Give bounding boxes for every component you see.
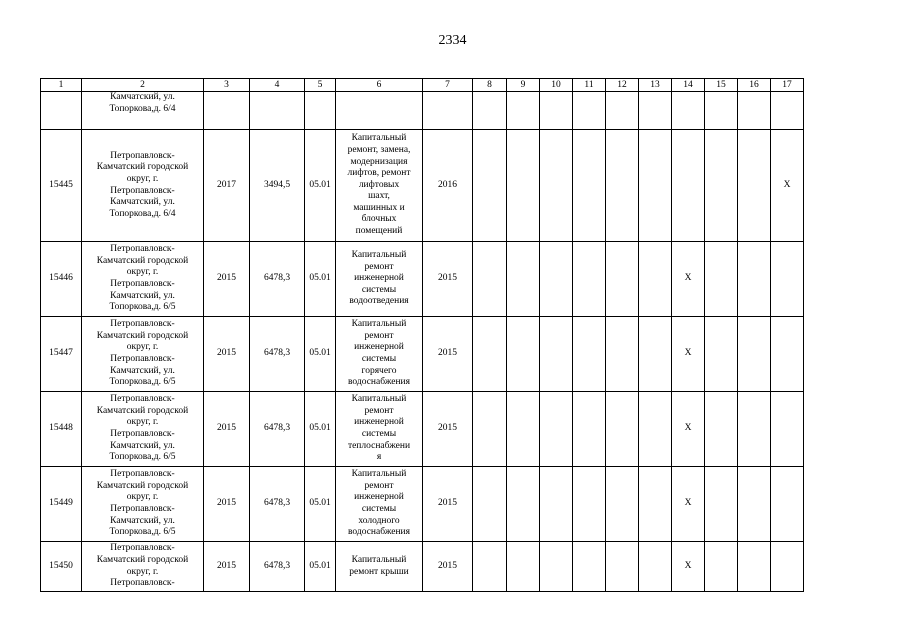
year-cell: 2015 (204, 542, 250, 592)
empty-cell (738, 467, 771, 542)
year-cell: 2015 (204, 392, 250, 467)
column-header: 8 (473, 79, 507, 92)
empty-cell (771, 317, 804, 392)
empty-cell (738, 130, 771, 242)
empty-cell (606, 542, 639, 592)
empty-cell (507, 317, 540, 392)
column-header: 16 (738, 79, 771, 92)
empty-cell (738, 92, 771, 130)
area-cell: 6478,3 (250, 242, 305, 317)
plan-year-cell: 2015 (423, 317, 473, 392)
empty-cell (540, 392, 573, 467)
work-type-cell: Капитальный ремонт инженерной системы теплоснабжени я (336, 392, 423, 467)
data-table (40, 78, 804, 592)
empty-cell (573, 542, 606, 592)
empty-cell (771, 392, 804, 467)
column-header: 14 (672, 79, 705, 92)
column-header: 1 (41, 79, 82, 92)
empty-cell (473, 130, 507, 242)
row-number-cell: 15446 (41, 242, 82, 317)
empty-cell (507, 467, 540, 542)
empty-cell (639, 317, 672, 392)
empty-cell (540, 317, 573, 392)
code-cell: 05.01 (305, 392, 336, 467)
empty-cell (738, 392, 771, 467)
column-header: 12 (606, 79, 639, 92)
empty-cell (639, 467, 672, 542)
empty-cell (606, 467, 639, 542)
empty-cell (606, 317, 639, 392)
table-row (41, 542, 804, 592)
empty-cell (705, 130, 738, 242)
mark-cell: X (672, 317, 705, 392)
address-cell: Петропавловск- Камчатский городской округ, г. Петропавловск- (82, 542, 204, 592)
work-type-cell: Капитальный ремонт инженерной системы холодного водоснабжения (336, 467, 423, 542)
area-cell: 6478,3 (250, 542, 305, 592)
column-header: 5 (305, 79, 336, 92)
empty-cell (705, 467, 738, 542)
empty-cell (771, 242, 804, 317)
row-number-cell (41, 92, 82, 130)
empty-cell (540, 467, 573, 542)
table-row (41, 92, 804, 130)
mark-cell: X (771, 130, 804, 242)
address-cell: Петропавловск- Камчатский городской округ, г. Петропавловск- Камчатский, ул. Топоркова,д. 6/4 (82, 130, 204, 242)
empty-cell (606, 242, 639, 317)
code-cell: 05.01 (305, 130, 336, 242)
column-header: 15 (705, 79, 738, 92)
empty-cell (573, 392, 606, 467)
row-number-cell: 15449 (41, 467, 82, 542)
area-cell (250, 92, 305, 130)
column-header: 11 (573, 79, 606, 92)
page-number: 2334 (438, 33, 467, 48)
column-header: 2 (82, 79, 204, 92)
header-row (41, 79, 804, 92)
empty-cell (573, 467, 606, 542)
mark-cell: X (672, 242, 705, 317)
empty-cell (606, 92, 639, 130)
empty-cell (705, 317, 738, 392)
empty-cell (639, 242, 672, 317)
code-cell: 05.01 (305, 317, 336, 392)
empty-cell (473, 392, 507, 467)
address-cell: Петропавловск- Камчатский городской округ, г. Петропавловск- Камчатский, ул. Топоркова,д. 6/5 (82, 392, 204, 467)
area-cell: 6478,3 (250, 317, 305, 392)
mark-cell: X (672, 542, 705, 592)
empty-cell (473, 92, 507, 130)
empty-cell (573, 242, 606, 317)
empty-cell (573, 317, 606, 392)
plan-year-cell: 2015 (423, 392, 473, 467)
empty-cell (738, 317, 771, 392)
empty-cell (639, 392, 672, 467)
table-row (41, 242, 804, 317)
empty-cell (672, 92, 705, 130)
empty-cell (473, 317, 507, 392)
column-header: 4 (250, 79, 305, 92)
work-type-cell: Капитальный ремонт, замена, модернизация лифтов, ремонт лифтовых шахт, машинных и блочных помещений (336, 130, 423, 242)
empty-cell (573, 130, 606, 242)
mark-cell: X (672, 467, 705, 542)
empty-cell (507, 392, 540, 467)
empty-cell (507, 542, 540, 592)
empty-cell (507, 242, 540, 317)
row-number-cell: 15445 (41, 130, 82, 242)
empty-cell (639, 92, 672, 130)
row-number-cell: 15450 (41, 542, 82, 592)
empty-cell (473, 542, 507, 592)
mark-cell: X (672, 392, 705, 467)
empty-cell (771, 467, 804, 542)
empty-cell (705, 242, 738, 317)
table-row (41, 392, 804, 467)
plan-year-cell: 2015 (423, 542, 473, 592)
empty-cell (705, 392, 738, 467)
row-number-cell: 15448 (41, 392, 82, 467)
work-type-cell: Капитальный ремонт инженерной системы горячего водоснабжения (336, 317, 423, 392)
column-header: 6 (336, 79, 423, 92)
work-type-cell: Капитальный ремонт инженерной системы водоотведения (336, 242, 423, 317)
code-cell (305, 92, 336, 130)
year-cell: 2015 (204, 242, 250, 317)
column-header: 9 (507, 79, 540, 92)
year-cell (204, 92, 250, 130)
column-header: 3 (204, 79, 250, 92)
empty-cell (672, 130, 705, 242)
area-cell: 3494,5 (250, 130, 305, 242)
table-row (41, 317, 804, 392)
empty-cell (705, 542, 738, 592)
year-cell: 2017 (204, 130, 250, 242)
plan-year-cell: 2015 (423, 467, 473, 542)
address-cell: Камчатский, ул. Топоркова,д. 6/4 (82, 92, 204, 130)
code-cell: 05.01 (305, 242, 336, 317)
empty-cell (540, 92, 573, 130)
work-type-cell (336, 92, 423, 130)
empty-cell (738, 242, 771, 317)
empty-cell (771, 542, 804, 592)
column-header: 17 (771, 79, 804, 92)
empty-cell (705, 92, 738, 130)
empty-cell (540, 130, 573, 242)
row-number-cell: 15447 (41, 317, 82, 392)
plan-year-cell: 2015 (423, 242, 473, 317)
area-cell: 6478,3 (250, 392, 305, 467)
empty-cell (606, 130, 639, 242)
table-row (41, 130, 804, 242)
work-type-cell: Капитальный ремонт крыши (336, 542, 423, 592)
empty-cell (540, 542, 573, 592)
plan-year-cell: 2016 (423, 130, 473, 242)
area-cell: 6478,3 (250, 467, 305, 542)
column-header: 13 (639, 79, 672, 92)
column-header: 10 (540, 79, 573, 92)
empty-cell (639, 130, 672, 242)
empty-cell (606, 392, 639, 467)
address-cell: Петропавловск- Камчатский городской округ, г. Петропавловск- Камчатский, ул. Топоркова,д. 6/5 (82, 467, 204, 542)
empty-cell (507, 92, 540, 130)
code-cell: 05.01 (305, 542, 336, 592)
empty-cell (738, 542, 771, 592)
code-cell: 05.01 (305, 467, 336, 542)
address-cell: Петропавловск- Камчатский городской округ, г. Петропавловск- Камчатский, ул. Топоркова,д. 6/5 (82, 317, 204, 392)
empty-cell (473, 467, 507, 542)
empty-cell (771, 92, 804, 130)
year-cell: 2015 (204, 467, 250, 542)
plan-year-cell (423, 92, 473, 130)
column-header: 7 (423, 79, 473, 92)
empty-cell (473, 242, 507, 317)
year-cell: 2015 (204, 317, 250, 392)
empty-cell (540, 242, 573, 317)
table-row (41, 467, 804, 542)
empty-cell (507, 130, 540, 242)
empty-cell (639, 542, 672, 592)
address-cell: Петропавловск- Камчатский городской округ, г. Петропавловск- Камчатский, ул. Топоркова,д. 6/5 (82, 242, 204, 317)
empty-cell (573, 92, 606, 130)
